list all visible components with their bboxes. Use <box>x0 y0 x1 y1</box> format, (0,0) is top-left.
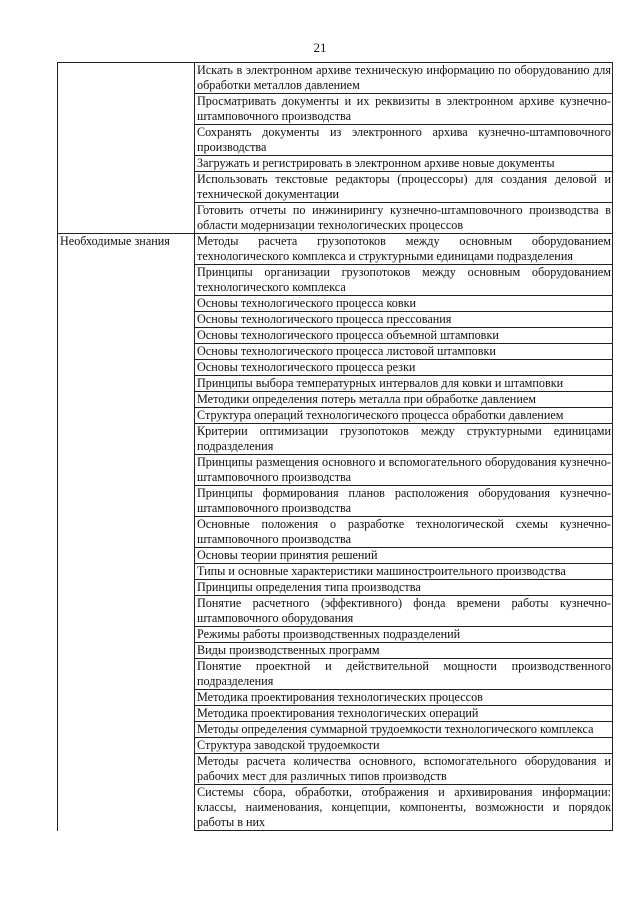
knowledge-item: Понятие проектной и действительной мощности производственного подразделения <box>195 659 613 690</box>
skill-item: Использовать текстовые редакторы (процессоры) для создания деловой и технической документации <box>195 172 613 203</box>
skill-item: Загружать и регистрировать в электронном архиве новые документы <box>195 156 613 172</box>
knowledge-item: Основы технологического процесса ковки <box>195 296 613 312</box>
knowledge-item: Основы технологического процесса резки <box>195 360 613 376</box>
page-number: 21 <box>313 40 327 55</box>
skill-item: Просматривать документы и их реквизиты в электронном архиве кузнечно-штамповочного производства <box>195 94 613 125</box>
knowledge-item: Методы определения суммарной трудоемкости технологического комплекса <box>195 722 613 738</box>
skills-label-cell <box>58 63 195 234</box>
knowledge-item: Принципы размещения основного и вспомогательного оборудования кузнечно-штамповочного производства <box>195 455 613 486</box>
skill-item: Сохранять документы из электронного архива кузнечно-штамповочного производства <box>195 125 613 156</box>
knowledge-item: Критерии оптимизации грузопотоков между структурными единицами подразделения <box>195 424 613 455</box>
knowledge-item: Методы расчета грузопотоков между основным оборудованием технологического комплекса и структурными единицами подразделения <box>195 234 613 265</box>
table-row <box>58 234 613 265</box>
knowledge-item: Принципы организации грузопотоков между основным оборудованием технологического комплекса <box>195 265 613 296</box>
skill-item: Искать в электронном архиве техническую информацию по оборудованию для обработки металлов давлением <box>195 63 613 94</box>
knowledge-item: Основные положения о разработке технологической схемы кузнечно-штамповочного производства <box>195 517 613 548</box>
knowledge-item: Режимы работы производственных подразделений <box>195 627 613 643</box>
knowledge-item: Принципы формирования планов расположения оборудования кузнечно-штамповочного производства <box>195 486 613 517</box>
knowledge-item: Системы сбора, обработки, отображения и архивирования информации: классы, наименования, концепции, компоненты, возможности и порядок работы в них <box>195 785 613 831</box>
knowledge-item: Основы технологического процесса объемной штамповки <box>195 328 613 344</box>
knowledge-item: Методики определения потерь металла при обработке давлением <box>195 392 613 408</box>
knowledge-item: Виды производственных программ <box>195 643 613 659</box>
knowledge-item: Структура операций технологического процесса обработки давлением <box>195 408 613 424</box>
knowledge-item: Принципы определения типа производства <box>195 580 613 596</box>
knowledge-item: Методы расчета количества основного, вспомогательного оборудования и рабочих мест для различных типов производств <box>195 754 613 785</box>
knowledge-item: Основы технологического процесса листовой штамповки <box>195 344 613 360</box>
knowledge-item: Типы и основные характеристики машиностроительного производства <box>195 564 613 580</box>
knowledge-item: Методика проектирования технологических процессов <box>195 690 613 706</box>
table-row <box>58 63 613 94</box>
knowledge-item: Основы теории принятия решений <box>195 548 613 564</box>
knowledge-item: Понятие расчетного (эффективного) фонда времени работы кузнечно-штамповочного оборудования <box>195 596 613 627</box>
knowledge-item: Методика проектирования технологических операций <box>195 706 613 722</box>
knowledge-label-cell <box>58 234 195 831</box>
knowledge-item: Структура заводской трудоемкости <box>195 738 613 754</box>
knowledge-skills-table <box>57 62 613 831</box>
knowledge-label: Необходимые знания <box>60 234 170 248</box>
knowledge-item: Основы технологического процесса прессования <box>195 312 613 328</box>
skill-item: Готовить отчеты по инжинирингу кузнечно-штамповочного производства в области модернизации технологических процессов <box>195 203 613 234</box>
knowledge-item: Принципы выбора температурных интервалов для ковки и штамповки <box>195 376 613 392</box>
